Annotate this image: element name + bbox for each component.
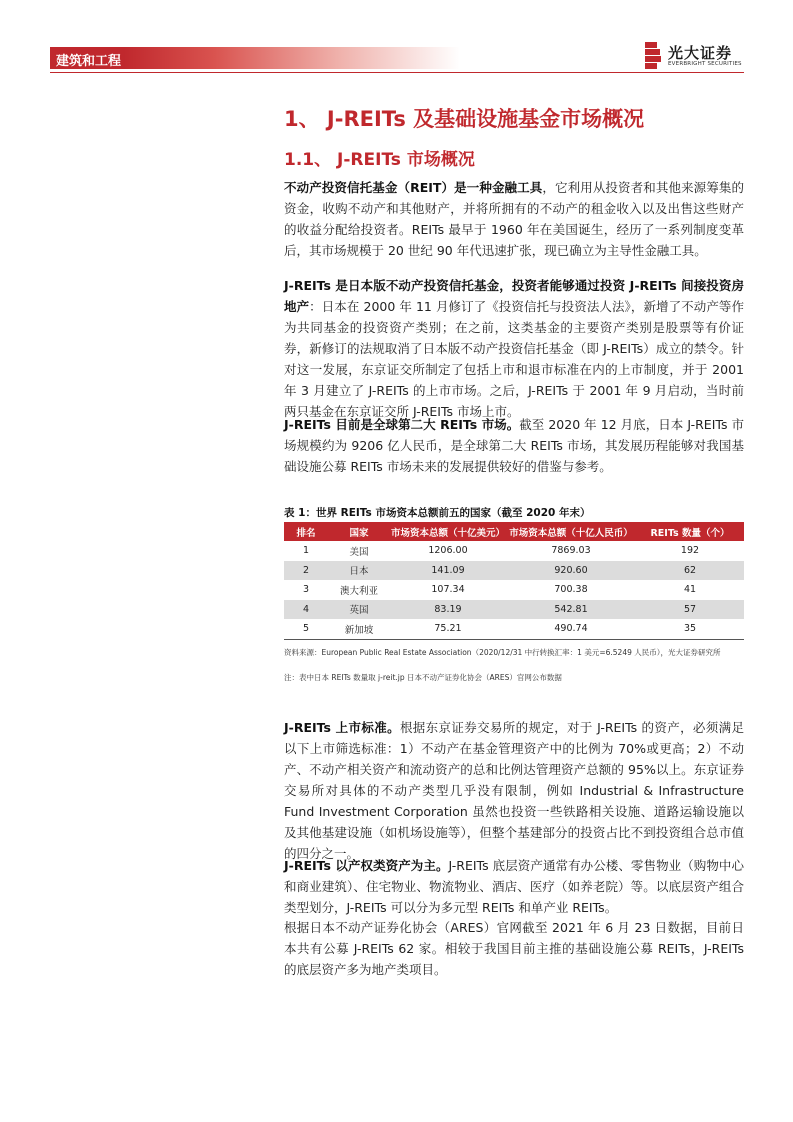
table-row: [284, 619, 744, 639]
table-cell: 107.34: [431, 584, 465, 596]
table-cell: 日本: [328, 561, 390, 581]
table-cell: 美国: [349, 546, 369, 558]
table-footnote: 注：表中日本 REITs 数量取 j-reit.jp 日本不动产证券化协会（ARES）官网公布数据: [284, 673, 562, 682]
reits-ranking-table: [284, 522, 744, 640]
paragraph-jreit-market-size: [284, 414, 744, 477]
table-cell: 4: [284, 600, 328, 620]
table-cell: 澳大利亚: [339, 585, 378, 597]
table-cell: 5: [284, 619, 328, 639]
table-cell: 英国: [328, 600, 390, 620]
table-cell: 41: [683, 584, 697, 596]
table-cell: 75.21: [390, 619, 506, 639]
paragraph-jreit-definition: [284, 275, 744, 422]
table-cell: 57: [636, 600, 744, 620]
table-header-cell: 市场资本总额（十亿人民币）: [506, 522, 636, 541]
table-header-cell: 国家: [328, 522, 390, 541]
table-header-cell: 市场资本总额（十亿美元）: [390, 522, 506, 541]
table-title: 表 1：世界 REITs 市场资本总额前五的国家（截至 2020 年末）: [284, 507, 591, 519]
header-divider: [50, 72, 744, 73]
paragraph-body: 根据东京证券交易所的规定，对于 J-REITs 的资产，必须满足以下上市筛选标准：1）不动产在基金管理资产中的比例为 70%或更高；2）不动产、不动产相关资产和流动资产的总和比例达管理资产总额的 95%以上。东京证券交易所对具体的不动产类型几乎没有限制，例如 Industrial & Infrastructure Fund Investment Corporation 虽然也投资一些铁路相关设施、道路运输设施以及其他基建设施（如机场设施等），但整个基建部分的投资占比不到投资组合总市值的四分之一。: [284, 720, 744, 861]
table-row: [284, 561, 744, 581]
brand-name-en: EVERBRIGHT SECURITIES: [668, 61, 742, 67]
paragraph-ares-data: 根据日本不动产证券化协会（ARES）官网截至 2021 年 6 月 23 日数据，目前日本共有公募 J-REITs 62 家。相较于我国目前主推的基础设施公募 REITs，J-REITs 的底层资产多为地产类项目。: [284, 920, 744, 977]
table-cell: 7869.03: [551, 545, 591, 557]
paragraph-lead: J-REITs 上市标准。: [284, 720, 400, 735]
paragraph-lead: 不动产投资信托基金（REIT）是一种金融工具: [284, 180, 543, 195]
table-header-cell: REITs 数量（个）: [636, 522, 744, 541]
table-cell: 新加坡: [328, 619, 390, 639]
brand-logo-icon: [644, 42, 662, 69]
table-row: [284, 600, 744, 620]
table-cell: 83.19: [390, 600, 506, 620]
table-cell: 1: [302, 545, 310, 557]
paragraph-lead: J-REITs 目前是全球第二大 REITs 市场。: [284, 417, 520, 432]
paragraph-body: ，它利用从投资者和其他来源筹集的资金，收购不动产和其他财产，并将所拥有的不动产的租金收入以及出售这些财产的收益分配给投资者。REITs 最早于 1960 年在美国诞生，经历了一系列制度变革后，其市场规模于 20 世纪 90 年代迅速扩张，现已确立为主导性金融工具。: [284, 180, 744, 258]
table-row: [284, 541, 744, 561]
brand-logo: [644, 42, 744, 70]
table-cell: 490.74: [506, 619, 636, 639]
table-cell: 35: [636, 619, 744, 639]
paragraph-reit-definition: [284, 177, 744, 261]
paragraph-lead: J-REITs 是日本版不动产投资信托基金，投资者能够通过投资 J-REITs 间接投资房地产: [284, 278, 744, 314]
paragraph-body: J-REITs 底层资产通常有办公楼、零售物业（购物中心和商业建筑）、住宅物业、物流物业、酒店、医疗（如养老院）等。以底层资产组合类型划分，J-REITs 可以分为多元型 REITs 和单产业 REITs。: [284, 858, 744, 915]
table-cell: 1206.00: [428, 545, 468, 557]
brand-name-cn: 光大证券: [668, 44, 733, 62]
subsection-title: 1.1、 J-REITs 市场概况: [284, 150, 475, 170]
paragraph-asset-types: [284, 855, 744, 918]
table-cell: 192: [680, 545, 700, 557]
table-header-row: [284, 522, 744, 541]
table-source-note: 资料来源：European Public Real Estate Association（2020/12/31 中行转换汇率：1 美元=6.5249 人民币），光大证券研究所: [284, 648, 721, 657]
table-cell: 2: [284, 561, 328, 581]
paragraph-body: 截至 2020 年 12 月底，日本 J-REITs 市场规模约为 9206 亿人民币，是全球第二大 REITs 市场，其发展历程能够对我国基础设施公募 REITs 市场未来的发展提供较好的借鉴与参考。: [284, 417, 744, 474]
table-cell: 542.81: [506, 600, 636, 620]
table-cell: 3: [302, 584, 310, 596]
table-cell: 141.09: [390, 561, 506, 581]
section-title: 1、 J-REITs 及基础设施基金市场概况: [284, 107, 645, 131]
table-cell: 62: [636, 561, 744, 581]
paragraph-lead: J-REITs 以产权类资产为主。: [284, 858, 449, 873]
paragraph-body: ：日本在 2000 年 11 月修订了《投资信托与投资法人法》，新增了不动产等作为共同基金的投资资产类别；在之前，这类基金的主要资产类别是股票等有价证券，新修订的法规取消了日本版不动产投资信托基金（即 J-REITs）成立的禁令。针对这一发展，东京证交所制定了包括上市和退市标准在内的上市制度，并于 2001 年 3 月建立了 J-REITs 的上市市场。之后，J-REITs 于 2001 年 9 月启动，当时前两只基金在东京证交所 J-REITs 市场上市。: [284, 299, 744, 419]
header-section-label: 建筑和工程: [56, 54, 122, 69]
table-cell: 920.60: [506, 561, 636, 581]
table-row: [284, 580, 744, 600]
paragraph-listing-standards: [284, 717, 744, 864]
table-header-cell: 排名: [284, 522, 328, 541]
table-cell: 700.38: [554, 584, 588, 596]
